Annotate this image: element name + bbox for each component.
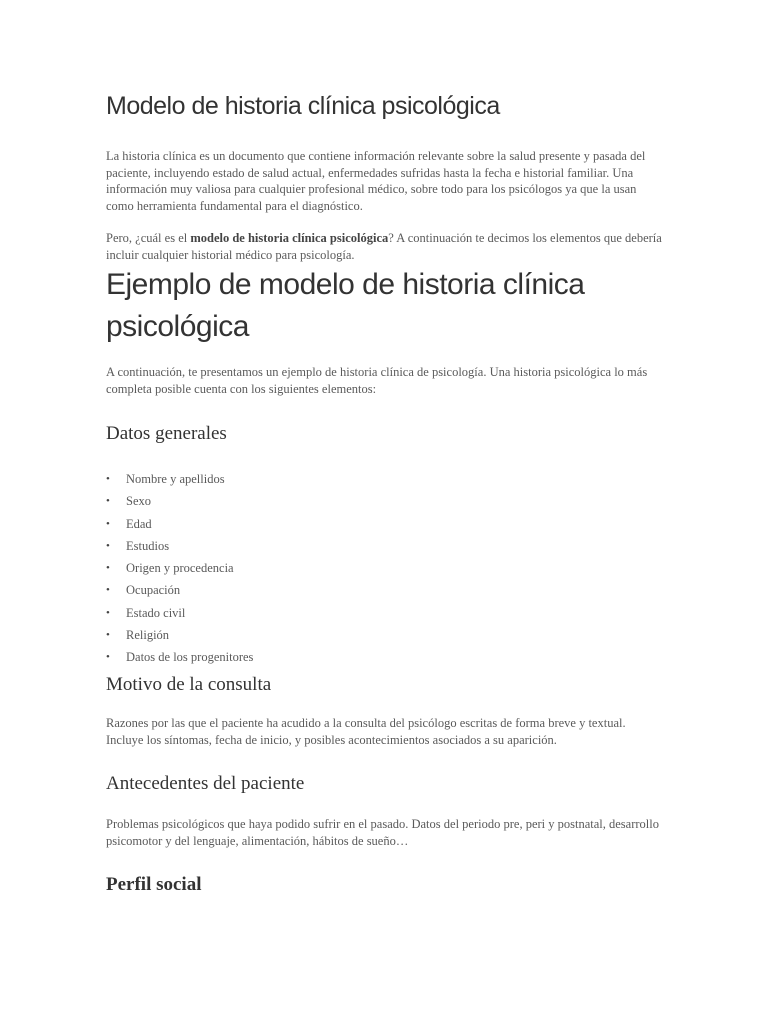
- list-item: [106, 515, 253, 537]
- general-data-heading: Datos generales: [106, 423, 227, 444]
- general-data-list: [106, 470, 253, 671]
- question-text-before: Pero, ¿cuál es el: [106, 231, 191, 245]
- list-item-label: Sexo: [126, 494, 151, 509]
- history-paragraph: Problemas psicológicos que haya podido sufrir en el pasado. Datos del periodo pre, peri y postnatal, desarrollo psicomotor y del lenguaje, alimentación, hábitos de sueño…: [106, 817, 659, 848]
- list-item: [106, 604, 253, 626]
- consult-paragraph: Razones por las que el paciente ha acudido a la consulta del psicólogo escritas de forma breve y textual. Incluye los síntomas, fecha de inicio, y posibles acontecimientos asociados a su aparición.: [106, 716, 626, 747]
- list-item-label: Nombre y apellidos: [126, 472, 225, 486]
- bullet-icon: •: [106, 539, 110, 552]
- list-item: [106, 470, 253, 492]
- bullet-icon: •: [106, 495, 110, 508]
- list-item-label: Religión: [126, 628, 170, 643]
- list-item: [106, 537, 253, 559]
- intro-paragraph: La historia clínica es un documento que contiene información relevante sobre la salud presente y pasada del paciente, incluyendo estado de salud actual, enfermedades sufridas hasta la fecha e historial familiar. Una información muy valiosa para cualquier profesional médico, sobre todo para los psicólogos ya que la usan como herramienta fundamental para el diagnóstico.: [106, 149, 646, 213]
- list-item: [106, 648, 253, 670]
- question-bold-term: modelo de historia clínica psicológica: [190, 231, 389, 245]
- page-title: Modelo de historia clínica psicológica: [106, 92, 500, 120]
- bullet-icon: •: [106, 651, 110, 664]
- bullet-icon: •: [106, 473, 110, 485]
- consult-heading: Motivo de la consulta: [106, 674, 272, 695]
- question-text-after: ? A continuación te decimos los elementos que debería incluir cualquier historial médico para psicología.: [106, 231, 662, 262]
- bullet-icon: •: [106, 562, 110, 575]
- bullet-icon: •: [106, 517, 110, 530]
- list-item-label: Origen y procedencia: [126, 561, 234, 576]
- history-heading: Antecedentes del paciente: [106, 773, 305, 794]
- bullet-icon: •: [106, 629, 110, 642]
- list-item: [106, 626, 253, 648]
- list-item: [106, 581, 253, 603]
- example-intro-paragraph: A continuación, te presentamos un ejemplo de historia clínica de psicología. Una historia psicológica lo más completa posible cuenta con los siguientes elementos:: [106, 365, 648, 396]
- list-item-label: Edad: [126, 516, 152, 531]
- list-item-label: Estado civil: [126, 605, 186, 620]
- list-item-label: Ocupación: [126, 583, 181, 598]
- social-heading: Perfil social: [106, 874, 202, 895]
- bullet-icon: •: [106, 606, 110, 619]
- bullet-icon: •: [106, 584, 110, 597]
- list-item-label: Estudios: [126, 538, 170, 553]
- list-item-label: Datos de los progenitores: [126, 650, 254, 665]
- list-item: [106, 559, 253, 581]
- question-paragraph: [106, 230, 666, 263]
- list-item: [106, 492, 253, 514]
- example-heading: Ejemplo de modelo de historia clínica psicológica: [106, 268, 585, 343]
